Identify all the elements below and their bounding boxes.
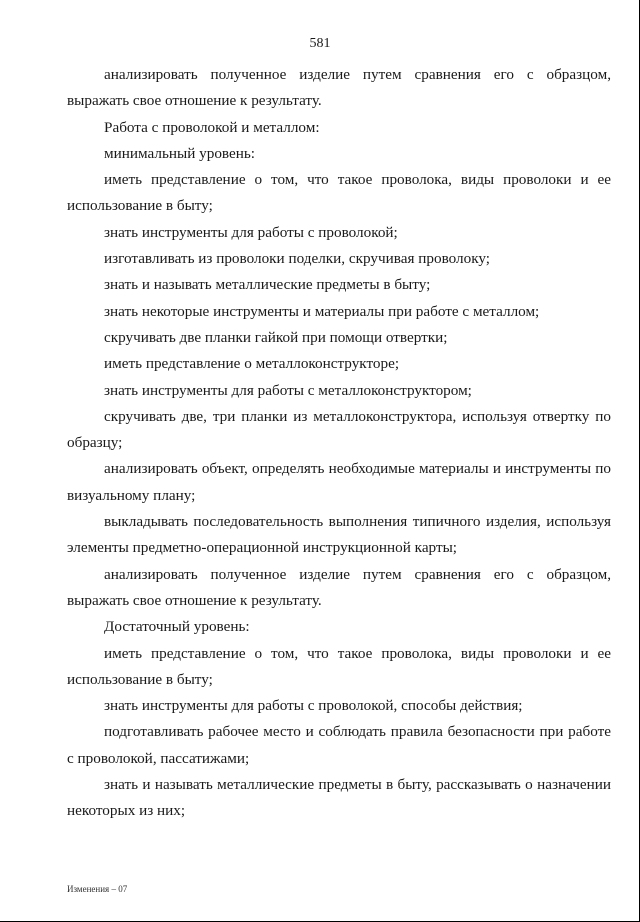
paragraph: скручивать две, три планки из металлоконструктора, используя отвертку по образцу; — [67, 407, 611, 452]
paragraph: иметь представление о том, что такое проволока, виды проволоки и ее использование в быту; — [67, 644, 611, 688]
paragraph: иметь представление о том, что такое проволока, виды проволоки и ее использование в быту; — [67, 171, 611, 215]
paragraph: знать инструменты для работы с металлоконструктором; — [104, 381, 472, 399]
level-heading: Достаточный уровень: — [104, 618, 250, 636]
paragraph: анализировать полученное изделие путем сравнения его с образцом, выражать свое отношение к результату. — [67, 66, 611, 110]
paragraph: скручивать две планки гайкой при помощи отвертки; — [104, 328, 448, 346]
section-heading: Работа с проволокой и металлом: — [104, 118, 320, 136]
footer-revision-note: Изменения – 07 — [67, 884, 128, 894]
paragraph: изготавливать из проволоки поделки, скручивая проволоку; — [104, 250, 490, 268]
page-number: 581 — [309, 36, 331, 51]
paragraph: выкладывать последовательность выполнения типичного изделия, используя элементы предметно-операционной инструкционной карты; — [67, 513, 611, 557]
paragraph: знать некоторые инструменты и материалы при работе с металлом; — [104, 302, 540, 320]
paragraph: иметь представление о металлоконструкторе; — [104, 355, 400, 373]
paragraph: анализировать полученное изделие путем сравнения его с образцом, выражать свое отношение к результату. — [67, 565, 611, 609]
paragraph: знать инструменты для работы с проволокой, способы действия; — [104, 697, 523, 715]
paragraph: анализировать объект, определять необходимые материалы и инструменты по визуальному плану; — [67, 460, 611, 504]
paragraph: знать и называть металлические предметы в быту, рассказывать о назначении некоторых из них; — [67, 776, 611, 820]
paragraph: знать инструменты для работы с проволокой; — [104, 223, 398, 241]
paragraph: знать и называть металлические предметы в быту; — [104, 276, 431, 294]
paragraph: подготавливать рабочее место и соблюдать правила безопасности при работе с проволокой, пассатижами; — [67, 723, 611, 767]
level-heading: минимальный уровень: — [104, 144, 256, 162]
document-body — [67, 62, 611, 825]
